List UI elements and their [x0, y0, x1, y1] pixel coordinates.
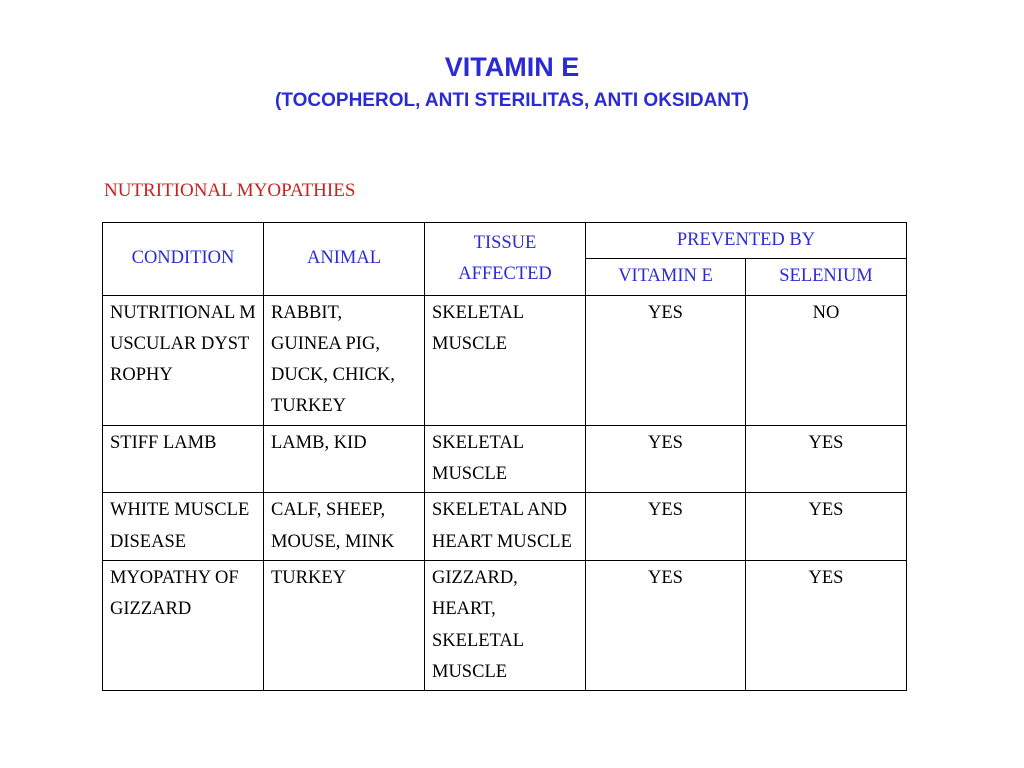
myopathies-table	[102, 222, 907, 691]
cell-selenium: NO	[746, 295, 907, 425]
cell-vitamin-e: YES	[586, 295, 746, 425]
cell-animal: RABBIT, GUINEA PIG, DUCK, CHICK, TURKEY	[264, 295, 425, 425]
cell-animal: LAMB, KID	[264, 425, 425, 493]
header-selenium: SELENIUM	[746, 259, 907, 295]
table-row	[103, 295, 907, 425]
cell-vitamin-e: YES	[586, 493, 746, 561]
header-animal: ANIMAL	[264, 223, 425, 296]
cell-condition: NUTRITIONAL MUSCULAR DYSTROPHY	[103, 295, 264, 425]
cell-selenium: YES	[746, 560, 907, 690]
table-header-row	[103, 223, 907, 259]
table-row	[103, 425, 907, 493]
header-vitamin-e: VITAMIN E	[586, 259, 746, 295]
page-title: VITAMIN E	[444, 52, 580, 82]
header-prevented-by: PREVENTED BY	[586, 223, 907, 259]
cell-animal: CALF, SHEEP, MOUSE, MINK	[264, 493, 425, 561]
table-row	[103, 493, 907, 561]
cell-condition: MYOPATHY OF GIZZARD	[103, 560, 264, 690]
cell-animal: TURKEY	[264, 560, 425, 690]
cell-vitamin-e: YES	[586, 560, 746, 690]
table-row	[103, 560, 907, 690]
cell-condition: STIFF LAMB	[103, 425, 264, 493]
cell-selenium: YES	[746, 425, 907, 493]
section-heading: NUTRITIONAL MYOPATHIES	[104, 180, 356, 201]
cell-tissue: SKELETAL MUSCLE	[425, 295, 586, 425]
cell-tissue: SKELETAL MUSCLE	[425, 425, 586, 493]
cell-tissue: GIZZARD, HEART, SKELETAL MUSCLE	[425, 560, 586, 690]
header-tissue-affected: TISSUE AFFECTED	[425, 223, 586, 296]
cell-condition: WHITE MUSCLE DISEASE	[103, 493, 264, 561]
header-condition: CONDITION	[103, 223, 264, 296]
cell-selenium: YES	[746, 493, 907, 561]
cell-vitamin-e: YES	[586, 425, 746, 493]
page-subtitle: (TOCOPHEROL, ANTI STERILITAS, ANTI OKSIDANT)	[275, 90, 749, 111]
cell-tissue: SKELETAL AND HEART MUSCLE	[425, 493, 586, 561]
